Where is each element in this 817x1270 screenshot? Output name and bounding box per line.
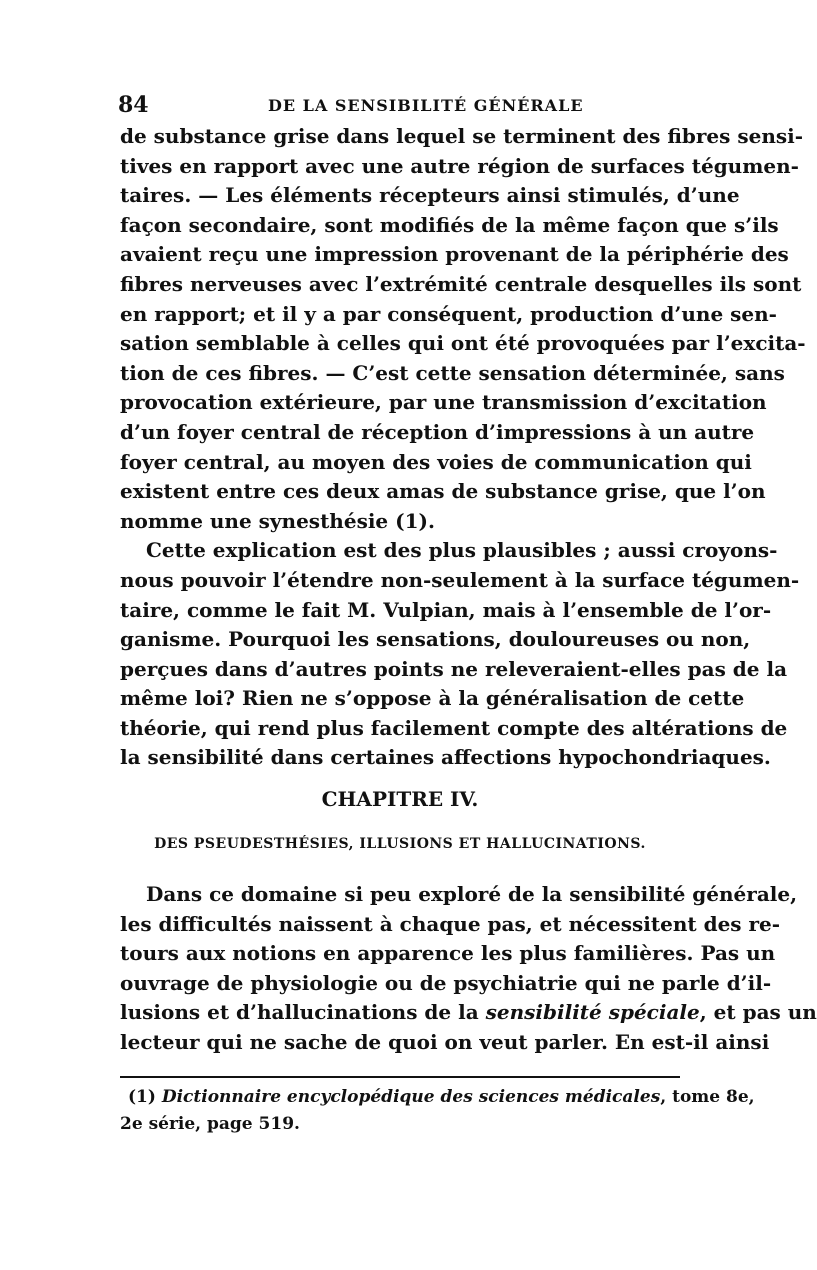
text-line: foyer central, au moyen des voies de communication qui bbox=[120, 449, 752, 474]
text-line: sation semblable à celles qui ont été provoquées par l’excita- bbox=[120, 331, 806, 356]
footnote bbox=[120, 1084, 755, 1138]
text-line: Cette explication est des plus plausibles ; aussi croyons- bbox=[146, 538, 778, 563]
text-line: nomme une synesthésie (1). bbox=[120, 508, 435, 533]
footnote-rule bbox=[120, 1076, 680, 1078]
text-line: avaient reçu une impression provenant de la périphérie des bbox=[120, 242, 789, 267]
text-line: taires. — Les éléments récepteurs ainsi stimulés, d’une bbox=[120, 183, 740, 208]
text-line: taire, comme le fait M. Vulpian, mais à l’ensemble de l’or- bbox=[120, 597, 772, 622]
text-line: de substance grise dans lequel se terminent des fibres sensi- bbox=[120, 124, 804, 148]
chapter-subtitle: DES PSEUDESTHÉSIES, ILLUSIONS ET HALLUCINATIONS. bbox=[154, 836, 646, 852]
paragraph-three bbox=[120, 880, 817, 1058]
page-number: 84 bbox=[118, 92, 149, 118]
text-line: la sensibilité dans certaines affections hypochondriaques. bbox=[120, 745, 771, 770]
text-line: perçues dans d’autres points ne releveraient-elles pas de la bbox=[120, 656, 788, 681]
text-line: provocation extérieure, par une transmission d’excitation bbox=[120, 390, 767, 415]
text-line: existent entre ces deux amas de substance grise, que l’on bbox=[120, 479, 766, 504]
running-head bbox=[118, 92, 680, 122]
text-line: ouvrage de physiologie ou de psychiatrie qui ne parle d’il- bbox=[120, 970, 772, 995]
text-segment: lusions et d’hallucinations de la bbox=[120, 1000, 486, 1025]
text-line: fibres nerveuses avec l’extrémité centrale desquelles ils sont bbox=[120, 271, 802, 296]
text-line: en rapport; et il y a par conséquent, production d’une sen- bbox=[120, 301, 777, 326]
text-line: tives en rapport avec une autre région de surfaces tégumen- bbox=[120, 153, 799, 178]
text-line: les difficultés naissent à chaque pas, et nécessitent des re- bbox=[120, 911, 781, 936]
italic-phrase: sensibilité spéciale bbox=[485, 1000, 700, 1025]
footnote-marker: (1) bbox=[128, 1087, 162, 1107]
text-line: lecteur qui ne sache de quoi on veut parler. En est-il ainsi bbox=[120, 1029, 770, 1054]
chapter-heading: CHAPITRE IV. bbox=[321, 787, 479, 811]
text-line: tours aux notions en apparence les plus familières. Pas un bbox=[120, 941, 776, 966]
text-line: d’un foyer central de réception d’impressions à un autre bbox=[120, 419, 755, 444]
text-line: même loi? Rien ne s’oppose à la généralisation de cette bbox=[120, 686, 745, 711]
running-title: DE LA SENSIBILITÉ GÉNÉRALE bbox=[268, 96, 584, 115]
footnote-line: 2e série, page 519. bbox=[120, 1114, 300, 1134]
text-line: Dans ce domaine si peu exploré de la sensibilité générale, bbox=[146, 882, 798, 906]
footnote-line bbox=[120, 1084, 755, 1111]
paragraph-one bbox=[120, 122, 806, 773]
footnote-title: Dictionnaire encyclopédique des sciences médicales bbox=[161, 1087, 661, 1107]
text-line: théorie, qui rend plus facilement compte des altérations de bbox=[120, 715, 788, 740]
text-segment: , et pas un bbox=[699, 1000, 817, 1025]
text-line bbox=[120, 998, 817, 1028]
footnote-rest: , tome 8e, bbox=[660, 1087, 755, 1107]
text-line: tion de ces fibres. — C’est cette sensation déterminée, sans bbox=[120, 360, 785, 385]
text-line: nous pouvoir l’étendre non-seulement à la surface tégumen- bbox=[120, 567, 800, 592]
text-line: façon secondaire, sont modifiés de la même façon que s’ils bbox=[120, 212, 779, 237]
text-line: ganisme. Pourquoi les sensations, douloureuses ou non, bbox=[120, 627, 751, 652]
